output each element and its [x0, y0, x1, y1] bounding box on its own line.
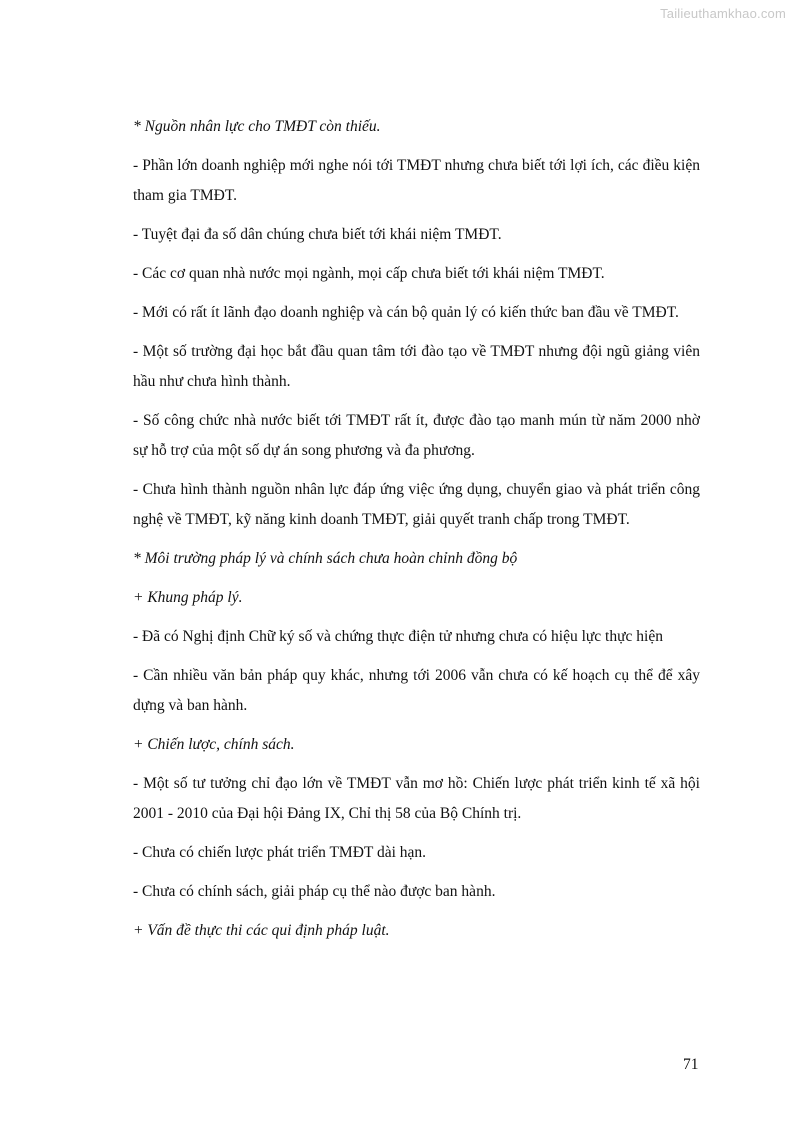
page-body — [133, 112, 700, 955]
paragraph-1: * Nguồn nhân lực cho TMĐT còn thiếu. — [133, 118, 381, 135]
paragraph-10: + Khung pháp lý. — [133, 589, 243, 606]
paragraph-15: - Chưa có chiến lược phát triển TMĐT dài hạn. — [133, 844, 427, 861]
paragraph-3: - Tuyệt đại đa số dân chúng chưa biết tới khái niệm TMĐT. — [133, 226, 502, 243]
paragraph-9: * Môi trường pháp lý và chính sách chưa hoàn chỉnh đồng bộ — [133, 550, 518, 567]
paragraph-4: - Các cơ quan nhà nước mọi ngành, mọi cấp chưa biết tới khái niệm TMĐT. — [133, 265, 605, 282]
paragraph-13: + Chiến lược, chính sách. — [133, 736, 295, 753]
paragraph-6: - Một số trường đại học bắt đầu quan tâm tới đào tạo về TMĐT nhưng đội ngũ giảng viên hầu như chưa hình thành. — [133, 343, 700, 390]
paragraph-14: - Một số tư tưởng chỉ đạo lớn về TMĐT vẫn mơ hồ: Chiến lược phát triển kinh tế xã hội 2001 - 2010 của Đại hội Đảng IX, Chỉ thị 58 của Bộ Chính trị. — [133, 775, 700, 822]
paragraph-7: - Số công chức nhà nước biết tới TMĐT rất ít, được đào tạo manh mún từ năm 2000 nhờ sự hỗ trợ của một số dự án song phương và đa phương. — [133, 412, 700, 459]
paragraph-2: - Phần lớn doanh nghiệp mới nghe nói tới TMĐT nhưng chưa biết tới lợi ích, các điều kiện tham gia TMĐT. — [133, 157, 700, 204]
paragraph-5: - Mới có rất ít lãnh đạo doanh nghiệp và cán bộ quản lý có kiến thức ban đầu về TMĐT. — [133, 304, 679, 321]
paragraph-12: - Cần nhiều văn bản pháp quy khác, nhưng tới 2006 vẫn chưa có kế hoạch cụ thể để xây dựng và ban hành. — [133, 667, 700, 714]
watermark: Tailieuthamkhao.com — [660, 6, 786, 21]
paragraph-8: - Chưa hình thành nguồn nhân lực đáp ứng việc ứng dụng, chuyển giao và phát triển công nghệ về TMĐT, kỹ năng kinh doanh TMĐT, giải quyết tranh chấp trong TMĐT. — [133, 481, 700, 528]
paragraph-11: - Đã có Nghị định Chữ ký số và chứng thực điện tử nhưng chưa có hiệu lực thực hiện — [133, 628, 663, 645]
page-number: 71 — [683, 1056, 699, 1073]
paragraph-16: - Chưa có chính sách, giải pháp cụ thể nào được ban hành. — [133, 883, 496, 900]
paragraph-17: + Vấn đề thực thi các qui định pháp luật. — [133, 922, 390, 939]
